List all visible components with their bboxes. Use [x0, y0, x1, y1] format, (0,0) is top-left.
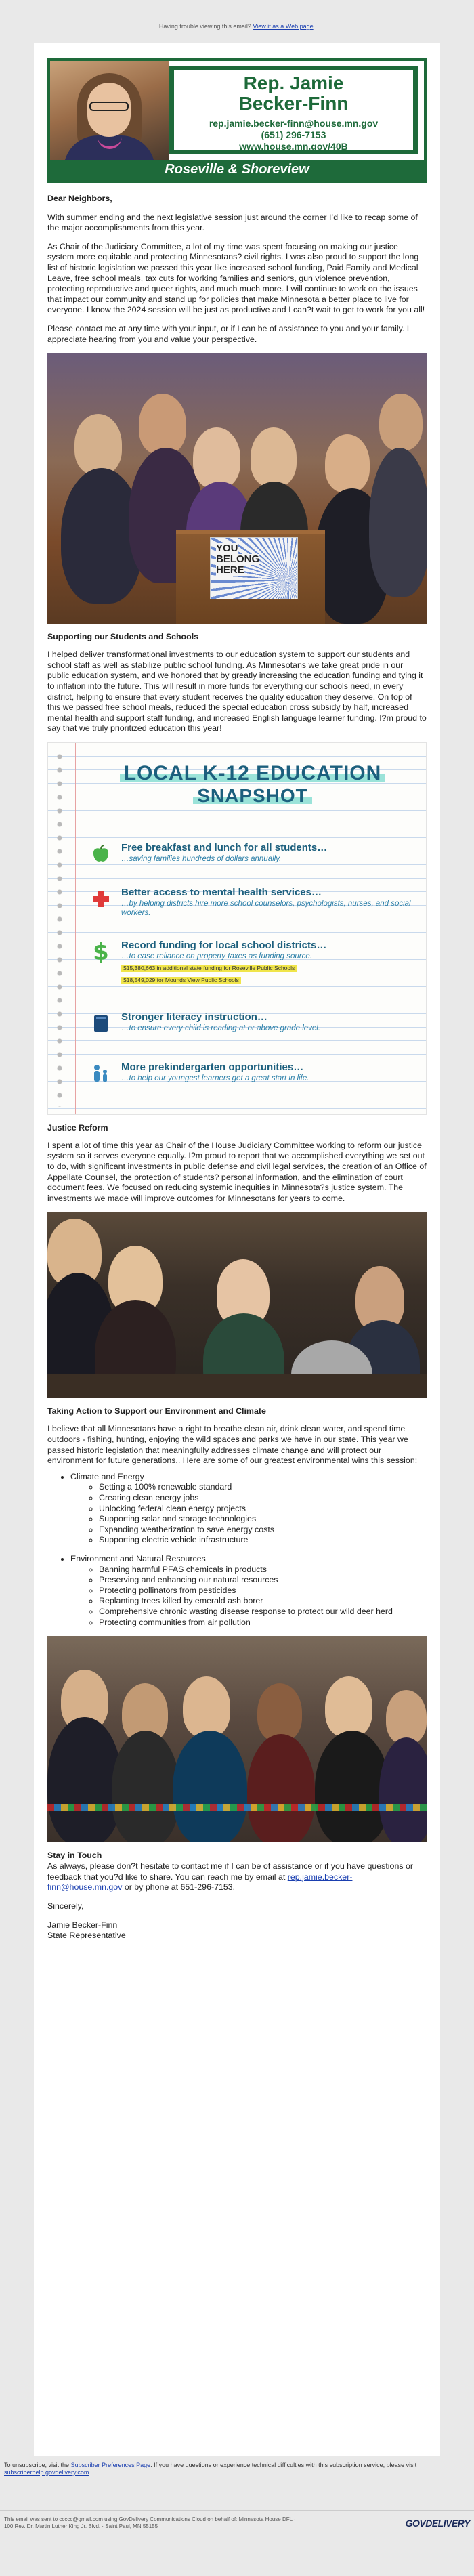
list-item: ◦ Unlocking federal clean energy projects: [99, 1504, 427, 1515]
mounds-view-funding-tag: $18,549,029 for Mounds View Public Schools: [121, 977, 241, 984]
list-item: ◦ Setting a 100% renewable standard: [99, 1482, 427, 1493]
list-item: ◦ Protecting pollinators from pesticides: [99, 1586, 427, 1597]
intro-paragraph-1: With summer ending and the next legislative session just around the corner I’d like to recap some of the major accomplishments from this year.: [47, 212, 418, 233]
you-belong-here-sign: YOU BELONG HERE: [210, 537, 298, 599]
subscriber-preferences-link[interactable]: Subscriber Preferences Page: [70, 2462, 151, 2468]
list-item: ◦ Expanding weatherization to save energy costs: [99, 1525, 427, 1536]
list-item: ◦ Comprehensive chronic wasting disease response to protect our wild deer herd: [99, 1607, 427, 1618]
info-item-funding: $ Record funding for local school districts… …to ease reliance on property taxes as funding source. $15,380,663 in additional state funding for Roseville Public Schools $18,549,029 for Mounds View Public Schools: [89, 939, 412, 986]
email-body: [34, 43, 440, 2456]
info-item-meals: Free breakfast and lunch for all students… …saving families hundreds of dollars annually.: [89, 842, 412, 866]
environment-heading: Taking Action to Support our Environment and Climate: [47, 1406, 266, 1416]
committee-hearing-photo: [47, 1212, 427, 1398]
rep-phone: (651) 296-7153: [261, 129, 326, 140]
subscriber-help-link[interactable]: subscriberhelp.govdelivery.com: [4, 2469, 89, 2476]
apple-icon: [89, 842, 113, 866]
list-item: ◦ Banning harmful PFAS chemicals in products: [99, 1565, 427, 1576]
intro-paragraph-2: As Chair of the Judiciary Committee, a lot of my time was spent focusing on making our justice system more equitable and protecting Minnesotans? civil rights. I was also proud to support the long list of historic legislation we passed this year like increased school funding, Paid Family and Medical Leave, free school meals, tax cuts for working families and seniors, gun violence prevention, protecting reproductive and queer rights, and much much more. I will continue to work on the issues that impact our community and stand up for policies that make Minnesota a better place to live for everyone. I know the 2024 session will be just as productive and I can?t wait to get to work for you all!: [47, 241, 425, 315]
sent-to-notice: This email was sent to ccccc@gmail.com using GovDelivery Communications Cloud on behalf of: Minnesota House DFL · 100 Rev. Dr. Martin Luther King Jr. Blvd. · Saint Paul, MN 55155: [4, 2516, 296, 2529]
schools-heading: Supporting our Students and Schools: [47, 632, 199, 642]
signature-name: Jamie Becker-Finn: [47, 1920, 118, 1930]
representative-portrait: [50, 61, 169, 160]
greeting: Dear Neighbors,: [47, 194, 112, 203]
environment-resources-group: • Environment and Natural Resources ◦ Banning harmful PFAS chemicals in products ◦ Preserving and enhancing our natural resources ◦ Protecting pollinators from pesticides ◦ Replanting trees killed by emerald ash borer ◦ Comprehensive chronic wasting disease response to protect our wild deer herd ◦ Protecting communities from air pollution: [70, 1554, 427, 1628]
district-label: Roseville & Shoreview: [50, 160, 424, 180]
sender-footer: [0, 2510, 474, 2535]
unsubscribe-footer: To unsubscribe, visit the Subscriber Preferences Page. If you have questions or experience technical difficulties with this subscription service, please visit subscriberhelp.govdelivery.com.: [4, 2462, 417, 2476]
justice-heading: Justice Reform: [47, 1122, 108, 1133]
rep-website: www.house.mn.gov/40B: [239, 141, 348, 152]
schools-paragraph: I helped deliver transformational investments to our education system to support our students and school staff as well as stabilize public school funding. As Minnesotans we take great pride in our public education system, and we honored that by greatly increasing the education funding and tying it to inflation into the future. This will result in more funds for everything our schools need, in every district, helping to ensure that every student receives the quality education they deserve. On top of this we passed free school meals, reduced the special education cross subsidy by half, increased mental health and support staff funding, and increased English language learner funding. I?m proud to say that we truly prioritized education this year!: [47, 650, 427, 734]
group-photo: [47, 1636, 427, 1842]
medical-cross-icon: [89, 887, 113, 911]
preheader-text: Having trouble viewing this email?: [158, 23, 253, 30]
stay-in-touch-heading: Stay in Touch: [47, 1851, 102, 1861]
justice-paragraph: I spent a lot of time this year as Chair of the House Judiciary Committee working to reform our justice system so it serves everyone equally. I?m proud to report that we accomplished everything we set out to do, with significant investments in public defense and civil legal services, the creation of an Office of Appellate Counsel, the protection of students? personal information, and the elimination of court document fees. We focused on reducing systemic inequities in Minnesota?s justice system. The investments we made will improve outcomes for Minnesotans for years to come.: [47, 1140, 427, 1203]
education-snapshot-infographic: [47, 742, 427, 1115]
rep-name-line2: Becker-Finn: [238, 93, 349, 114]
list-item: ◦ Replanting trees killed by emerald ash borer: [99, 1596, 427, 1607]
list-item: ◦ Supporting electric vehicle infrastructure: [99, 1535, 427, 1546]
rep-name-line1: Rep. Jamie: [243, 72, 344, 93]
family-icon: [89, 1061, 113, 1086]
list-item: ◦ Supporting solar and storage technologies: [99, 1514, 427, 1525]
climate-energy-group: • Climate and Energy ◦ Setting a 100% renewable standard ◦ Creating clean energy jobs ◦ Unlocking federal clean energy projects ◦ Supporting solar and storage technologies ◦ Expanding weatherization to save energy costs ◦ Supporting electric vehicle infrastructure: [70, 1472, 427, 1546]
svg-text:$: $: [93, 939, 109, 964]
view-as-webpage-link[interactable]: View it as a Web page: [253, 23, 314, 30]
info-item-literacy: Stronger literacy instruction… …to ensure every child is reading at or above grade level.: [89, 1011, 412, 1036]
list-item: ◦ Creating clean energy jobs: [99, 1493, 427, 1504]
info-item-prekindergarten: More prekindergarten opportunities… …to help our youngest learners get a great start in life.: [89, 1061, 412, 1086]
press-conference-photo: [47, 353, 427, 624]
signature-title: State Representative: [47, 1930, 126, 1941]
contact-card: [174, 70, 413, 150]
header-banner: [47, 58, 427, 183]
list-item: ◦ Protecting communities from air pollution: [99, 1618, 427, 1628]
infographic-title: LOCAL K-12 EDUCATION SNAPSHOT: [79, 762, 426, 807]
dollar-sign-icon: [89, 939, 113, 964]
environment-wins-list: [47, 1472, 427, 1628]
roseville-funding-tag: $15,380,663 in additional state funding for Roseville Public Schools: [121, 965, 297, 972]
signoff: Sincerely,: [47, 1901, 84, 1911]
govdelivery-logo: GOVDELIVERY: [405, 2518, 470, 2529]
book-icon: [89, 1011, 113, 1036]
intro-paragraph-3: Please contact me at any time with your input, or if I can be of assistance to you and your family. I appreciate hearing from you and value your perspective.: [47, 323, 410, 344]
info-item-mental-health: Better access to mental health services… …by helping districts hire more school counselors, psychologists, nurses, and social workers.: [89, 887, 412, 918]
contact-email-link[interactable]: rep.jamie.becker-finn@house.mn.gov: [47, 1872, 353, 1893]
closing-paragraph: As always, please don?t hesitate to contact me if I can be of assistance or if you have questions or feedback that you?d like to share. You can reach me by email at rep.jamie.becker-finn@house.mn.gov or by phone at 651-296-7153.: [47, 1861, 413, 1893]
list-item: ◦ Preserving and enhancing our natural resources: [99, 1575, 427, 1586]
environment-paragraph: I believe that all Minnesotans have a right to breathe clean air, drink clean water, and spend time outdoors - fishing, hunting, enjoying the wild spaces and parks we have in our state. This year we passed historic legislation that meaningfully addresses climate change and will protect our environment for future generations.. Here are some of our greatest environmental wins this session:: [47, 1424, 418, 1466]
rep-email: rep.jamie.becker-finn@house.mn.gov: [209, 118, 379, 129]
preheader: Having trouble viewing this email? View it as a Web page.: [158, 23, 316, 30]
